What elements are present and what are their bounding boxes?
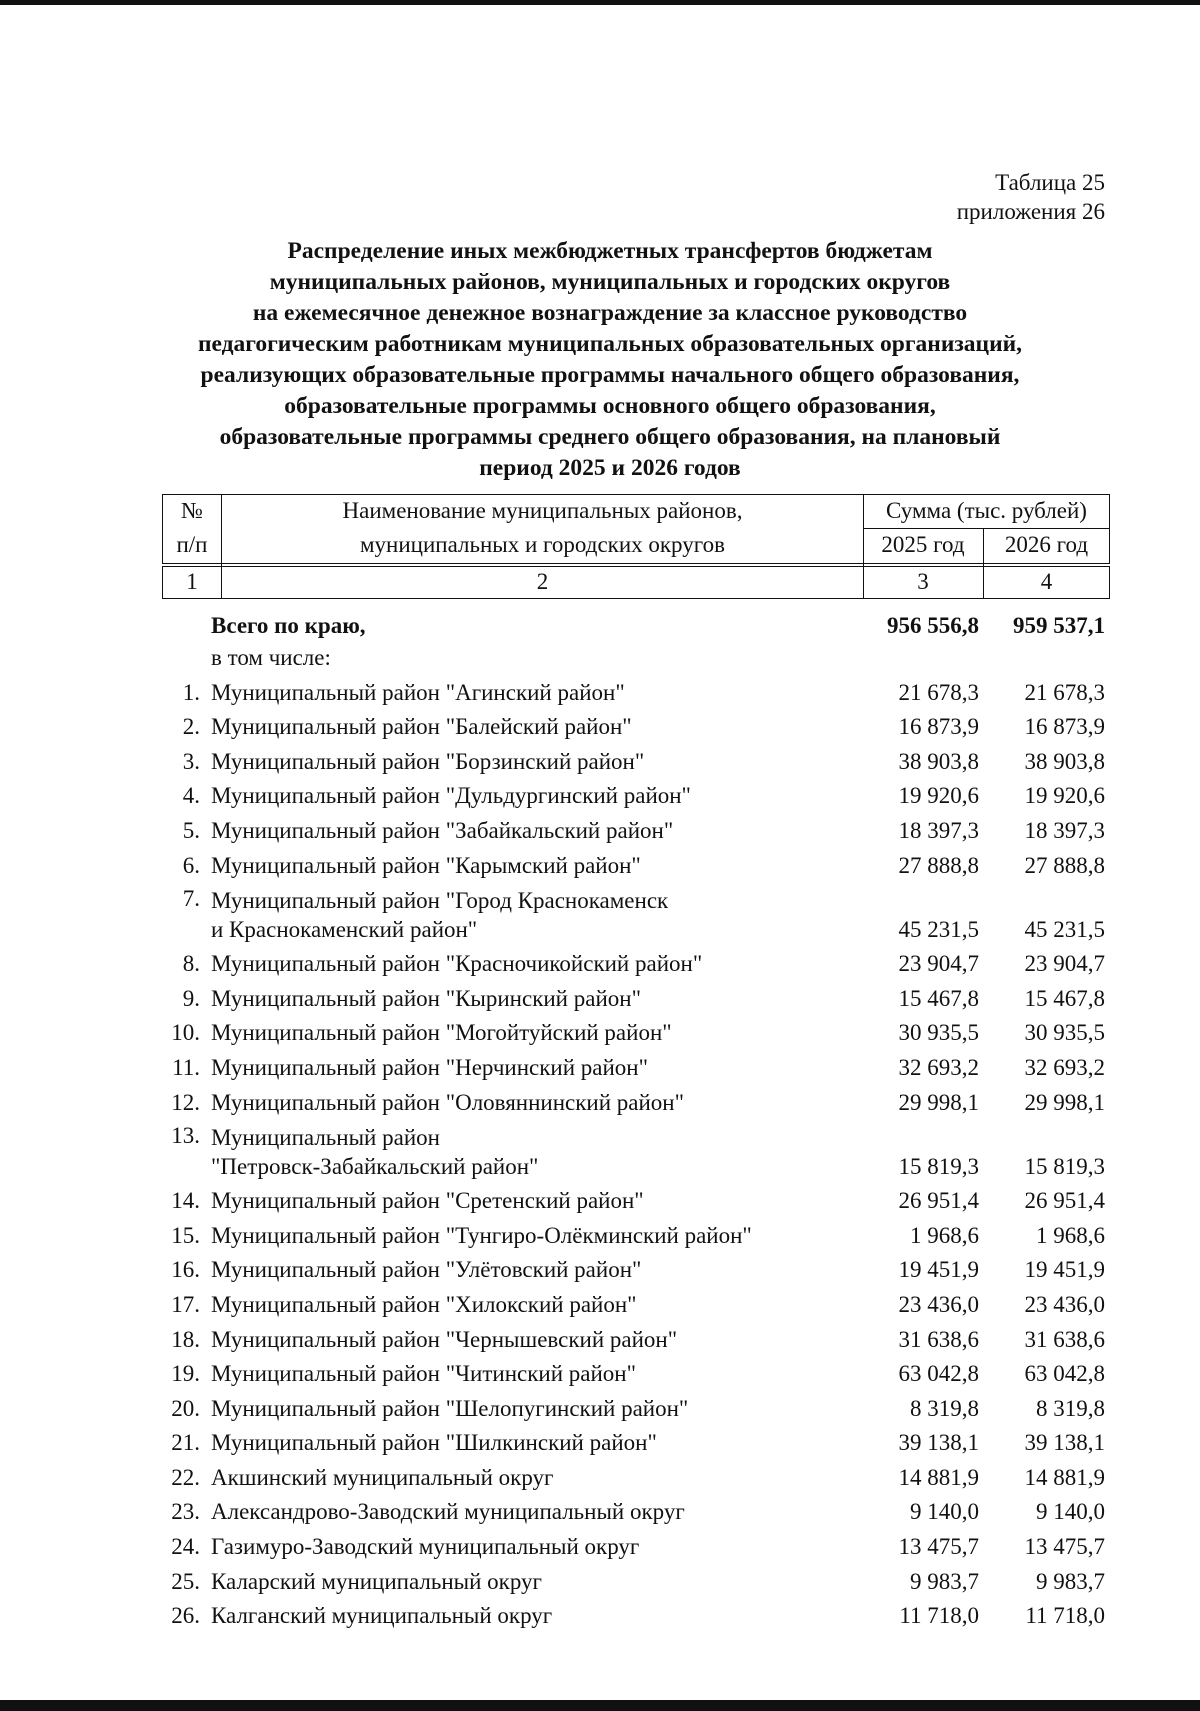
amount-2026: 23 904,7 — [1024, 951, 1105, 977]
row-number: 13. — [171, 1122, 200, 1148]
table-caption — [957, 168, 1105, 226]
amount-2025: 31 638,6 — [898, 1326, 979, 1352]
table-row — [0, 1082, 1200, 1117]
table-row — [0, 1561, 1200, 1596]
amount-2025: 39 138,1 — [898, 1430, 979, 1456]
row-number: 2. — [182, 714, 200, 740]
scan-border-bottom — [0, 1700, 1200, 1711]
amount-2025: 14 881,9 — [898, 1464, 979, 1490]
amount-2026: 15 819,3 — [1024, 1153, 1105, 1179]
table-row — [0, 776, 1200, 811]
table-row — [0, 1596, 1200, 1631]
column-number-4: 4 — [1040, 569, 1053, 594]
caption-table-number: Таблица 25 — [995, 170, 1105, 195]
table-row — [0, 810, 1200, 845]
district-name: Муниципальный район "Борзинский район" — [211, 748, 645, 774]
amount-2025: 11 718,0 — [899, 1603, 979, 1629]
amount-2025: 32 693,2 — [898, 1054, 979, 1080]
district-name-line1: Муниципальный район — [211, 1124, 440, 1150]
table-row — [0, 1250, 1200, 1285]
amount-2026: 31 638,6 — [1024, 1326, 1105, 1352]
amount-2026: 38 903,8 — [1024, 748, 1105, 774]
row-number: 11. — [172, 1054, 200, 1080]
district-name: Муниципальный район "Красночикойский район" — [211, 951, 703, 977]
district-name — [211, 886, 851, 944]
district-name: Муниципальный район "Тунгиро-Олёкминский район" — [211, 1222, 752, 1248]
district-name: Муниципальный район "Улётовский район" — [211, 1257, 642, 1283]
amount-2026: 23 436,0 — [1024, 1291, 1105, 1317]
header-num-line1: № — [181, 498, 203, 523]
amount-2025: 9 140,0 — [910, 1499, 979, 1525]
title-line: педагогическим работникам муниципальных образовательных организаций, — [197, 331, 1023, 357]
table-row-including — [0, 640, 1200, 672]
amount-2026: 14 881,9 — [1024, 1464, 1105, 1490]
total-2026: 959 537,1 — [1013, 613, 1105, 638]
table-row — [0, 1181, 1200, 1216]
amount-2026: 9 140,0 — [1036, 1499, 1105, 1525]
district-name: Муниципальный район "Агинский район" — [211, 679, 625, 705]
district-rows — [0, 672, 1200, 1630]
amount-2026: 29 998,1 — [1024, 1089, 1105, 1115]
amount-2026: 15 467,8 — [1024, 985, 1105, 1011]
table-row — [0, 1354, 1200, 1389]
amount-2026: 18 397,3 — [1024, 817, 1105, 843]
table-row — [0, 1013, 1200, 1048]
including-label: в том числе: — [211, 645, 331, 670]
header-name-line1: Наименование муниципальных районов, — [342, 498, 743, 523]
table-row — [0, 1284, 1200, 1319]
district-name-line2: "Петровск-Забайкальский район" — [211, 1153, 539, 1179]
amount-2026: 32 693,2 — [1024, 1054, 1105, 1080]
table-row — [0, 1492, 1200, 1527]
table-row-total — [0, 606, 1200, 640]
title-line: муниципальных районов, муниципальных и городских округов — [269, 269, 951, 295]
row-number: 19. — [171, 1361, 200, 1387]
amount-2026: 19 451,9 — [1024, 1257, 1105, 1283]
row-number: 25. — [171, 1568, 200, 1594]
table-row — [0, 1457, 1200, 1492]
amount-2026: 30 935,5 — [1024, 1020, 1105, 1046]
amount-2025: 23 904,7 — [898, 951, 979, 977]
amount-2026: 8 319,8 — [1036, 1395, 1105, 1421]
row-number: 23. — [171, 1499, 200, 1525]
title-line: образовательные программы основного общего образования, — [284, 393, 936, 419]
table-row — [0, 1047, 1200, 1082]
amount-2026: 9 983,7 — [1036, 1568, 1105, 1594]
amount-2025: 38 903,8 — [898, 748, 979, 774]
amount-2025: 9 983,7 — [910, 1568, 979, 1594]
header-name-line2: муниципальных и городских округов — [360, 532, 725, 557]
amount-2026: 11 718,0 — [1025, 1603, 1105, 1629]
district-name: Муниципальный район "Кыринский район" — [211, 985, 641, 1011]
column-number-1: 1 — [186, 569, 198, 594]
table-row — [0, 1423, 1200, 1458]
title-line: период 2025 и 2026 годов — [479, 455, 741, 481]
scan-border-top — [0, 0, 1200, 5]
amount-2026: 13 475,7 — [1024, 1534, 1105, 1560]
district-name — [211, 1123, 851, 1181]
district-name: Муниципальный район "Шилкинский район" — [211, 1430, 657, 1456]
caption-appendix: приложения 26 — [956, 199, 1105, 224]
title-line: реализующих образовательные программы начального общего образования, — [200, 362, 1020, 388]
amount-2025: 1 968,6 — [910, 1222, 979, 1248]
row-number: 20. — [171, 1395, 200, 1421]
table-row — [0, 741, 1200, 776]
amount-2025: 15 467,8 — [898, 985, 979, 1011]
amount-2026: 19 920,6 — [1024, 783, 1105, 809]
title-line: Распределение иных межбюджетных трансфертов бюджетам — [287, 238, 933, 264]
amount-2025: 26 951,4 — [898, 1188, 979, 1214]
table-row — [0, 707, 1200, 742]
district-name: Муниципальный район "Балейский район" — [211, 714, 632, 740]
district-name: Муниципальный район "Хилокский район" — [211, 1291, 637, 1317]
row-number: 16. — [171, 1257, 200, 1283]
row-number: 14. — [171, 1188, 200, 1214]
amount-2025: 18 397,3 — [898, 817, 979, 843]
row-number: 9. — [182, 985, 200, 1011]
district-name: Муниципальный район "Чернышевский район" — [211, 1326, 678, 1352]
row-number: 24. — [171, 1534, 200, 1560]
district-name: Муниципальный район "Оловяннинский район" — [211, 1089, 685, 1115]
amount-2026: 39 138,1 — [1024, 1430, 1105, 1456]
row-number: 7. — [182, 885, 200, 911]
district-name-line1: Муниципальный район "Город Краснокаменск — [211, 887, 669, 913]
row-number: 26. — [171, 1603, 200, 1629]
table-row — [0, 978, 1200, 1013]
amount-2026: 45 231,5 — [1024, 916, 1105, 942]
amount-2026: 21 678,3 — [1024, 679, 1105, 705]
row-number: 17. — [171, 1291, 200, 1317]
row-number: 6. — [182, 852, 200, 878]
amount-2025: 27 888,8 — [898, 852, 979, 878]
amount-2026: 1 968,6 — [1036, 1222, 1105, 1248]
district-name-line2: и Краснокаменский район" — [211, 916, 478, 942]
district-name: Муниципальный район "Могойтуйский район" — [211, 1020, 672, 1046]
district-name: Каларский муниципальный округ — [211, 1568, 542, 1594]
row-number: 12. — [171, 1089, 200, 1115]
row-number: 1. — [182, 679, 200, 705]
amount-2026: 27 888,8 — [1024, 852, 1105, 878]
column-number-3: 3 — [917, 569, 929, 594]
total-label: Всего по краю, — [211, 613, 366, 638]
district-name: Муниципальный район "Читинский район" — [211, 1361, 636, 1387]
header-year-2025: 2025 год — [881, 532, 965, 557]
header-sum-underline — [863, 528, 1110, 529]
district-name: Муниципальный район "Карымский район" — [211, 852, 641, 878]
table-body — [0, 606, 1200, 1630]
row-number: 15. — [171, 1222, 200, 1248]
district-name: Газимуро-Заводский муниципальный округ — [211, 1534, 640, 1560]
district-name: Александрово-Заводский муниципальный округ — [211, 1499, 685, 1525]
amount-2026: 63 042,8 — [1024, 1361, 1105, 1387]
district-name: Акшинский муниципальный округ — [211, 1464, 554, 1490]
district-name: Муниципальный район "Сретенский район" — [211, 1188, 644, 1214]
table-row — [0, 1388, 1200, 1423]
header-year-2026: 2026 год — [1004, 532, 1089, 557]
document-title — [150, 236, 1070, 484]
title-line: образовательные программы среднего общего образования, на плановый — [219, 424, 1001, 450]
title-line: на ежемесячное денежное вознаграждение за классное руководство — [252, 300, 968, 326]
amount-2025: 19 920,6 — [898, 783, 979, 809]
district-name: Муниципальный район "Нерчинский район" — [211, 1054, 648, 1080]
amount-2026: 26 951,4 — [1024, 1188, 1105, 1214]
amount-2025: 13 475,7 — [898, 1534, 979, 1560]
table-row — [0, 880, 1200, 944]
column-number-2: 2 — [536, 569, 549, 594]
table-row — [0, 1117, 1200, 1181]
total-2025: 956 556,8 — [887, 613, 979, 638]
row-number: 21. — [171, 1430, 200, 1456]
amount-2025: 63 042,8 — [898, 1361, 979, 1387]
table-row — [0, 944, 1200, 979]
amount-2025: 21 678,3 — [898, 679, 979, 705]
amount-2025: 15 819,3 — [898, 1153, 979, 1179]
district-name: Муниципальный район "Шелопугинский район" — [211, 1395, 689, 1421]
table-row — [0, 1526, 1200, 1561]
table-row — [0, 845, 1200, 880]
amount-2025: 30 935,5 — [898, 1020, 979, 1046]
row-number: 5. — [182, 817, 200, 843]
header-num-line2: п/п — [176, 532, 208, 557]
header-sum: Сумма (тыс. рублей) — [886, 498, 1087, 523]
district-name: Муниципальный район "Забайкальский район" — [211, 817, 674, 843]
table-row — [0, 1215, 1200, 1250]
district-name: Калганский муниципальный округ — [211, 1603, 553, 1629]
amount-2025: 16 873,9 — [898, 714, 979, 740]
amount-2026: 16 873,9 — [1024, 714, 1105, 740]
amount-2025: 29 998,1 — [898, 1089, 979, 1115]
row-number: 10. — [171, 1020, 200, 1046]
table-row — [0, 1319, 1200, 1354]
amount-2025: 23 436,0 — [898, 1291, 979, 1317]
row-number: 8. — [182, 951, 200, 977]
row-number: 3. — [182, 748, 200, 774]
amount-2025: 19 451,9 — [898, 1257, 979, 1283]
amount-2025: 8 319,8 — [910, 1395, 979, 1421]
amount-2025: 45 231,5 — [898, 916, 979, 942]
row-number: 4. — [182, 783, 200, 809]
row-number: 18. — [171, 1326, 200, 1352]
row-number: 22. — [171, 1464, 200, 1490]
district-name: Муниципальный район "Дульдургинский район" — [211, 783, 691, 809]
table-row — [0, 672, 1200, 707]
